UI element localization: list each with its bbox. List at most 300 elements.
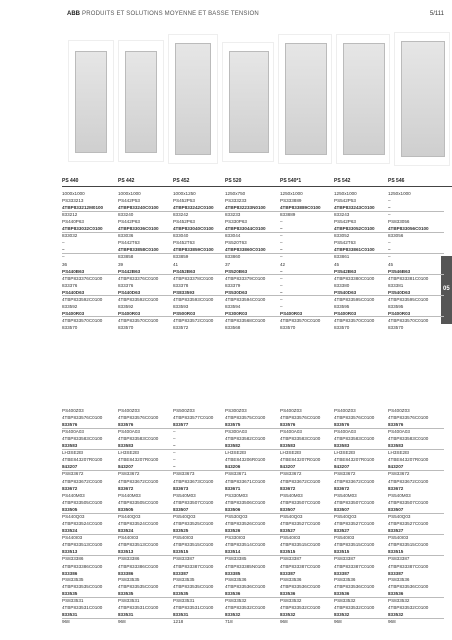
table-cell: 833532 <box>280 612 296 618</box>
table-cell: 833507 <box>173 507 189 513</box>
table-cell: 37 <box>225 261 231 267</box>
table-cell: PS833536 <box>280 577 302 582</box>
table-cell: PS440P63 <box>62 219 84 225</box>
table-cell: 4TBP833052C0100 <box>334 226 375 232</box>
table-cell: 833505 <box>118 507 134 513</box>
table-cell: 4TBP833672C0100 <box>334 478 375 484</box>
table-cell: 4TBP833505C0100 <box>118 500 159 506</box>
table-cell: PS833387 <box>388 556 410 562</box>
table-cell: PS833536 <box>388 577 410 582</box>
table-cell: 833387 <box>173 570 189 576</box>
table-cell: 4TBE843207R0100 <box>62 457 103 463</box>
table-cell: – <box>388 212 391 218</box>
table-cell: PS440I03 <box>62 535 83 541</box>
table-cell: – <box>62 247 65 253</box>
table-cell: 833592 <box>118 303 134 309</box>
product-image-ps546 <box>394 32 450 166</box>
table-cell: 4TBP833532C0100 <box>225 605 266 611</box>
table-cell: 1250x1000 <box>334 191 357 196</box>
table-cell: 4TBP833032C0100 <box>62 226 103 232</box>
table-cell: PS540Q03 <box>334 514 357 520</box>
table-cell: 833387 <box>334 570 350 576</box>
table-cell: 833570 <box>62 324 78 330</box>
table-cell: 833671 <box>225 485 241 491</box>
table-cell: – <box>388 240 391 246</box>
product-images <box>62 22 452 177</box>
table-cell: 4TBP833515C0100 <box>334 542 375 548</box>
table-cell: 4TBP832233N0100 <box>225 205 266 211</box>
table-cell: 1250x1000 <box>280 191 303 196</box>
table-cell: 833576 <box>280 422 296 428</box>
table-cell: PS530Q03 <box>225 514 248 520</box>
brand-logo: ABB <box>67 11 80 17</box>
table-cell: – <box>62 240 65 246</box>
table-cell: 4TBP833507C0100 <box>280 500 321 506</box>
table-cell: 4TBP833243C0100 <box>334 205 375 211</box>
table-cell: 4TBP833536C0100 <box>280 584 321 590</box>
table-cell: PS440M03 <box>118 493 141 498</box>
table-cell: PS833386 <box>62 556 84 562</box>
table-cell: 843206 <box>225 464 241 470</box>
table-cell: 4TBP833040C0100 <box>173 226 214 232</box>
table-cell: 833376 <box>118 282 134 288</box>
table-cell: 833583 <box>334 443 350 449</box>
table-cell: 4TBP833212M0100 <box>62 205 104 211</box>
table-cell: 4TBP833515C0100 <box>388 542 429 548</box>
table-cell: 833527 <box>388 528 404 534</box>
table-cell: PS833531 <box>173 598 195 604</box>
table-cell: 4TBP833527C0100 <box>334 521 375 527</box>
table-cell: 833381 <box>388 282 404 288</box>
table-cell: 833527 <box>334 528 350 534</box>
table-cell: PS833531 <box>62 598 84 604</box>
table-cell: 833593 <box>173 303 189 309</box>
table-cell: 4TBP833582C0100 <box>225 436 266 442</box>
table-cell: PS546B63 <box>388 268 411 274</box>
table-cell: PS452P63 <box>173 219 195 225</box>
table-cell: 833240 <box>118 212 134 218</box>
table-cell: PS540D63 <box>334 289 357 295</box>
table-cell: 4TBP833515C0100 <box>173 542 214 548</box>
table-cell: 1250x1000 <box>388 191 411 196</box>
table-cell: PS540I03 <box>388 535 409 541</box>
table-cell: 833040 <box>173 233 189 239</box>
table-cell: 4TBP833385N0100 <box>225 563 266 569</box>
table-cell: PS833532 <box>280 598 302 604</box>
table-cell: 833673 <box>173 485 189 491</box>
table-cell: 833044 <box>225 233 241 239</box>
product-image-ps452 <box>168 34 218 164</box>
table-cell: PS330M03 <box>225 493 248 498</box>
table-cell: 833387 <box>280 570 296 576</box>
table-cell: LH3SE2EI <box>334 450 356 456</box>
table-cell: 718 <box>225 619 233 625</box>
table-cell: PS440I03 <box>118 535 139 541</box>
table-cell: 833386 <box>62 570 78 576</box>
table-cell: 833515 <box>173 549 189 555</box>
table-cell: PS400Z03 <box>334 408 356 413</box>
table-cell: – <box>280 219 283 225</box>
table-cell: 833532 <box>225 612 241 618</box>
table-cell: LH3SE2EI <box>118 450 140 456</box>
table-cell: PS400A03 <box>334 429 356 435</box>
table-cell: 4TBP833242C0100 <box>173 205 214 211</box>
table-cell: 968 <box>280 619 288 625</box>
table-cell: 4TBP833513C0100 <box>62 542 103 548</box>
table-cell: PS440B63 <box>62 268 85 274</box>
table-cell: 833575 <box>225 422 241 428</box>
column-header: PS 440 <box>62 178 79 184</box>
table-cell: PS542T63 <box>334 240 356 246</box>
table-cell: 833859 <box>173 254 189 260</box>
table-cell: 4TBP833387C0100 <box>280 563 321 569</box>
table-cell: PS300R03 <box>225 310 248 316</box>
table-cell: PS540M03 <box>280 493 303 498</box>
table-cell: – <box>280 275 283 281</box>
table-cell: 4TBP833583C0100 <box>280 436 321 442</box>
table-cell: 833672 <box>118 485 134 491</box>
table-cell: PS833386 <box>118 556 140 562</box>
table-cell: 4TBP833386C0100 <box>62 563 103 569</box>
table-cell: – <box>280 247 283 253</box>
table-cell: PS833387 <box>280 556 302 562</box>
table-cell: PS300Z03 <box>225 408 247 413</box>
table-cell: 968 <box>334 619 342 625</box>
table-cell: PS833672 <box>388 471 410 477</box>
table-cell: PS530D63 <box>225 289 248 295</box>
table-cell: PS833387 <box>334 556 356 562</box>
table-cell: 4TBP833889C0100 <box>280 205 321 211</box>
table-cell: 4TBP833507C0100 <box>334 500 375 506</box>
table-cell: PS300A03 <box>225 429 247 435</box>
table-cell: PS333213 <box>62 198 84 204</box>
table-cell: PS330I03 <box>225 535 246 541</box>
table-cell: 833532 <box>334 612 350 618</box>
table-cell: 833385 <box>225 570 241 576</box>
table-cell: PS540D63 <box>388 289 411 295</box>
table-cell: 4TBP833583C0100 <box>334 436 375 442</box>
product-image-ps442 <box>118 40 164 162</box>
table-cell: PS833671 <box>225 471 247 477</box>
table-cell: 4TBP833577C0100 <box>173 415 214 421</box>
table-cell: PS833385 <box>225 556 247 562</box>
table-cell: 4TBP833570C0100 <box>62 317 103 323</box>
table-cell: 833036 <box>118 233 134 239</box>
table-cell: 4TBP833592C0100 <box>118 296 159 302</box>
table-cell: 4TBP833576C0100 <box>118 415 159 421</box>
table-cell: PS833672 <box>62 471 84 477</box>
table-cell: 1218 <box>173 619 184 625</box>
table-cell: PS833535 <box>62 577 84 582</box>
table-cell: 833535 <box>62 591 78 597</box>
table-cell: – <box>388 247 391 253</box>
table-cell: PS452T63 <box>173 240 195 246</box>
table-cell: PS833672 <box>334 471 356 477</box>
table-cell: 833052 <box>334 233 350 239</box>
table-cell: 45 <box>334 261 340 267</box>
table-cell: – <box>280 240 283 246</box>
table-cell: 4TBP833526C0100 <box>225 521 266 527</box>
table-cell: 4TBP833531C0100 <box>118 605 159 611</box>
table-cell: 833860 <box>225 254 241 260</box>
table-cell: 968 <box>118 619 126 625</box>
table-cell: PS333233 <box>225 198 247 204</box>
table-cell: 833515 <box>280 549 296 555</box>
table-cell: 833515 <box>388 549 404 555</box>
table-cell: 833536 <box>334 591 350 597</box>
table-cell: 833032 <box>62 233 78 239</box>
table-cell: 4TBP833380C0100 <box>334 275 375 281</box>
product-image-ps542 <box>336 34 390 164</box>
table-cell: PS400Z03 <box>280 408 302 413</box>
table-cell: 4TBP833044C0100 <box>225 226 266 232</box>
table-cell: PS442P53 <box>118 198 140 204</box>
table-cell: PS442P63 <box>118 219 140 225</box>
table-cell: 4TBP833515C0100 <box>280 542 321 548</box>
table-cell: 4TBP833376C0100 <box>118 275 159 281</box>
table-cell: – <box>280 303 283 309</box>
table-cell: – <box>173 436 176 442</box>
table-cell: 833595 <box>388 303 404 309</box>
table-cell: 843207 <box>388 464 404 470</box>
table-cell: PS520B63 <box>225 268 248 274</box>
table-cell: 833570 <box>388 324 404 330</box>
table-cell: – <box>280 226 283 232</box>
table-cell: 4TBP833386C0100 <box>118 563 159 569</box>
table-cell: 4TBP833572C0100 <box>173 317 214 323</box>
table-cell: PS400Z03 <box>388 408 410 413</box>
table-cell: 833672 <box>280 485 296 491</box>
table-cell: – <box>280 282 283 288</box>
table-cell: 833524 <box>118 528 134 534</box>
table-cell: – <box>280 289 283 295</box>
table-cell: PS833593 <box>173 289 195 295</box>
table-cell: 833672 <box>388 485 404 491</box>
table-cell: PS540M03 <box>334 493 357 498</box>
table-cell: 968 <box>62 619 70 625</box>
table-cell: 4TBP833594C0100 <box>225 296 266 302</box>
table-cell: 41 <box>173 261 179 267</box>
table-cell: 4TBP833513C0100 <box>118 542 159 548</box>
table-cell: 833535 <box>118 591 134 597</box>
table-cell: PS440Q03 <box>62 514 85 520</box>
table-cell: PS833673 <box>173 471 195 477</box>
table-cell: LH3SE2EI <box>388 450 410 456</box>
table-cell: 833576 <box>118 422 134 428</box>
table-cell: 833531 <box>173 612 189 618</box>
table-cell: PS400A03 <box>62 429 84 435</box>
table-cell: PS833532 <box>225 598 247 604</box>
table-cell: 833507 <box>388 507 404 513</box>
table-cell: 833379 <box>225 282 241 288</box>
table-cell: 833583 <box>118 443 134 449</box>
table-cell: 1000x1000 <box>62 191 85 196</box>
table-cell: 833056 <box>388 233 404 239</box>
table-cell: 833889 <box>280 212 296 218</box>
table-cell: 833570 <box>334 324 350 330</box>
table-cell: 4TBP833378C0100 <box>173 275 214 281</box>
table-cell: 4TBP833673C0100 <box>173 478 214 484</box>
table-cell: 4TBP833595C0100 <box>334 296 375 302</box>
table-cell: 833577 <box>173 422 189 428</box>
table-cell: PS400A03 <box>280 429 302 435</box>
table-cell: 833594 <box>225 303 241 309</box>
table-cell: 833526 <box>225 528 241 534</box>
table-cell: 4TBP833379C0100 <box>225 275 266 281</box>
table-cell: 4TBP833535C0100 <box>118 584 159 590</box>
table-cell: 833536 <box>280 591 296 597</box>
table-cell: 4TBP833527C0100 <box>388 521 429 527</box>
table-cell: PS540I03 <box>280 535 301 541</box>
table-cell: 4TBP833532C0100 <box>334 605 375 611</box>
table-cell: 39 <box>118 261 124 267</box>
table-cell: 4TBP833527C0100 <box>280 521 321 527</box>
table-cell: 833524 <box>62 528 78 534</box>
table-cell: PS833056 <box>388 219 410 225</box>
table-cell: PS540Q03 <box>280 514 303 520</box>
table-cell: 833387 <box>388 570 404 576</box>
table-cell: – <box>280 254 283 260</box>
table-cell: 833513 <box>62 549 78 555</box>
table-cell: 833568 <box>225 324 241 330</box>
table-cell: PS400R03 <box>334 310 357 316</box>
page-title: PRODUITS ET SOLUTIONS MOYENNE ET BASSE TENSION <box>82 11 259 17</box>
column-header: PS 540*1 <box>280 178 302 184</box>
table-cell: 4TBP833536C0100 <box>388 584 429 590</box>
table-cell: – <box>173 450 176 456</box>
table-cell: 4TBP833381C0100 <box>388 275 429 281</box>
table-cell: PS833532 <box>388 598 410 604</box>
table-cell: PS833535 <box>173 577 195 582</box>
table-cell: PS500R03 <box>173 310 196 316</box>
table-cell: 1000x1000 <box>118 191 141 196</box>
table-cell: LH3SE2EI <box>225 450 247 456</box>
table-cell: 833507 <box>280 507 296 513</box>
table-cell: 4TBP833387C0100 <box>334 563 375 569</box>
product-image-ps540 <box>278 34 332 164</box>
table-cell: 4TBP833532C0100 <box>280 605 321 611</box>
table-cell: PS400Z03 <box>62 408 84 413</box>
table-cell: PS400R03 <box>118 310 141 316</box>
table-cell: 833576 <box>388 422 404 428</box>
table-cell: 833527 <box>280 528 296 534</box>
table-cell: 833243 <box>334 212 350 218</box>
table-cell: 4TBP833376C0100 <box>62 275 103 281</box>
table-cell: PS500Z03 <box>173 408 195 413</box>
table-cell: 4TBP833672C0100 <box>62 478 103 484</box>
table-cell: 4TBP833535C0100 <box>62 584 103 590</box>
table-cell: PS520T63 <box>225 240 247 246</box>
table-cell: PS833536 <box>334 577 356 582</box>
table-cell: 833532 <box>388 612 404 618</box>
table-cell: 4TBP833583C0100 <box>388 436 429 442</box>
table-cell: 42 <box>280 261 286 267</box>
table-cell: 4TBP833583C0100 <box>118 436 159 442</box>
product-image-ps520 <box>222 42 274 162</box>
table-cell: LH3SE2EI <box>62 450 84 456</box>
table-cell: PS400R03 <box>280 310 303 316</box>
table-cell: 833515 <box>334 549 350 555</box>
table-cell: PS542P63 <box>334 219 356 225</box>
table-cell: 4TBP833240C0100 <box>118 205 159 211</box>
table-cell: 843207 <box>280 464 296 470</box>
table-cell: 833576 <box>62 422 78 428</box>
table-cell: 833513 <box>118 549 134 555</box>
table-cell: 833595 <box>334 303 350 309</box>
table-cell: 1250x750 <box>225 191 246 196</box>
table-cell: 4TBP833583C0100 <box>62 436 103 442</box>
table-cell: PS440Q03 <box>118 514 141 520</box>
table-cell: 4TBP833575C0100 <box>225 415 266 421</box>
table-cell: 4TBP833505C0100 <box>62 500 103 506</box>
column-header: PS 546 <box>388 178 405 184</box>
table-cell: 833672 <box>62 485 78 491</box>
table-cell: 4TBP833532C0100 <box>388 605 429 611</box>
table-cell: 4TBP833536C0100 <box>334 584 375 590</box>
product-image-ps440 <box>68 40 114 162</box>
table-cell: 4TBP833592C0100 <box>62 296 103 302</box>
table-cell: 4TBP833535C0100 <box>173 584 214 590</box>
table-cell: 4TBP833672C0100 <box>280 478 321 484</box>
table-cell: PS833532 <box>334 598 356 604</box>
table-cell: 833583 <box>62 443 78 449</box>
table-cell: 4TBP833576C0100 <box>62 415 103 421</box>
table-cell: 36 <box>62 261 68 267</box>
table-cell: 843207 <box>62 464 78 470</box>
table-cell: – <box>173 457 176 463</box>
table-cell: 833536 <box>388 591 404 597</box>
table-cell: PS333889 <box>280 198 302 204</box>
table-cell: 4TBP833858C0100 <box>118 247 159 253</box>
table-cell: PS833387 <box>173 556 195 562</box>
table-cell: PS540Q03 <box>388 514 411 520</box>
table-cell: PS833672 <box>118 471 140 477</box>
table-cell: LH3SE2EI <box>280 450 302 456</box>
table-cell: 833570 <box>280 324 296 330</box>
table-cell: 4TBP833531C0100 <box>62 605 103 611</box>
table-cell: 833378 <box>173 282 189 288</box>
page-number: 5/111 <box>429 11 444 17</box>
table-cell: – <box>173 443 176 449</box>
table-cell: 833582 <box>225 443 241 449</box>
table-cell: – <box>388 198 391 204</box>
table-cell: 833583 <box>280 443 296 449</box>
table-cell: 833531 <box>118 612 134 618</box>
table-cell: 833505 <box>62 507 78 513</box>
table-cell: 4TBP833570C0100 <box>388 317 429 323</box>
table-cell: 4TBP833576C0100 <box>388 415 429 421</box>
table-cell: 4TBP833671C0100 <box>225 478 266 484</box>
table-cell: PS540I03 <box>173 535 194 541</box>
table-cell: 833380 <box>334 282 350 288</box>
table-cell: PS400R03 <box>388 310 411 316</box>
table-cell: 4TBP833507C0100 <box>388 500 429 506</box>
table-cell: 833592 <box>62 303 78 309</box>
table-cell: – <box>173 429 176 435</box>
table-cell: PS442B63 <box>118 268 141 274</box>
table-cell: 4TBP833524C0100 <box>62 521 103 527</box>
table-cell: PS833536 <box>225 577 247 582</box>
table-cell: – <box>388 205 391 211</box>
table-cell: PS400R03 <box>62 310 85 316</box>
table-cell: PS440D63 <box>118 289 141 295</box>
table-cell: PS833672 <box>280 471 302 477</box>
table-cell: PS400Z03 <box>118 408 140 413</box>
table-cell: 4TBP833672C0100 <box>118 478 159 484</box>
table-cell: 4TBE843207R0100 <box>334 457 375 463</box>
table-cell: 4TBP833860C0100 <box>225 247 266 253</box>
table-cell: 4TBP833506C0100 <box>225 500 266 506</box>
